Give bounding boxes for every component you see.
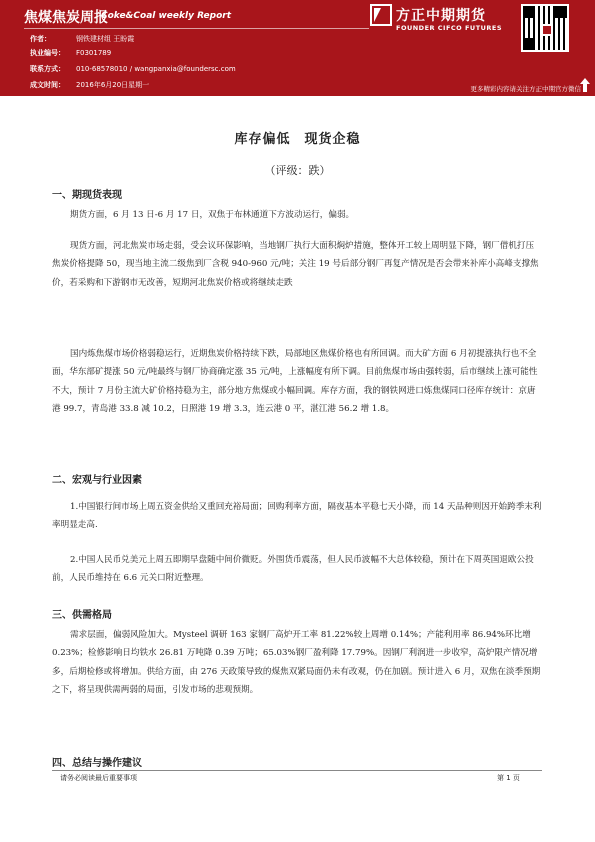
section-heading: 二、宏观与行业因素 <box>52 475 142 486</box>
arrow-up-icon <box>580 78 590 92</box>
footer-disclaimer: 请务必阅读最后重要事项 <box>60 774 137 782</box>
brand-name-en: FOUNDER CIFCO FUTURES <box>396 24 503 32</box>
meta-author: 作者： 钢铁建材组 王盼霞 <box>30 35 135 43</box>
meta-date: 成文时间： 2016年6月20日星期一 <box>30 81 150 89</box>
founder-logo-icon <box>370 4 392 26</box>
report-series-title: 焦煤焦炭周报 <box>24 10 108 26</box>
paragraph: 国内炼焦煤市场价格弱稳运行，近期焦炭价格持续下跌，局部地区焦煤价格也有所回调。而大矿方面 6 月初提涨执行也不全面，华东部矿提涨 50 元/吨最终与钢厂协商确定涨 35 元/吨，上涨幅度有所下调。目前焦煤市场由强转弱，后市继续上涨可能性不大，预计 7 月份主流大矿价格持稳为主，部分地方焦煤或小幅回调。库存方面，我的钢铁网进口炼焦煤同口径库存统计：京唐港 99.7，青岛港 33.8 减 10.2，日照港 19 增 3.3，连云港 0 平，湛江港 56.2 增 1.8。 <box>52 349 538 414</box>
rating-label: （评级：跌） <box>264 164 331 177</box>
author-value: 钢铁建材组 王盼霞 <box>76 35 135 43</box>
paragraph: 期货方面，6 月 13 日-6 月 17 日，双焦于布林通道下方波动运行，偏弱。 <box>70 210 355 220</box>
date-value: 2016年6月20日星期一 <box>76 81 150 89</box>
contact-value: 010-68578010 / wangpanxia@foundersc.com <box>76 65 236 73</box>
report-header <box>0 0 595 96</box>
section-heading: 一、期现货表现 <box>52 190 122 201</box>
paragraph: 1.中国银行间市场上周五资金供给又重回充裕局面；回购利率方面，隔夜基本平稳七天小降，而 14 天品种则因开始跨季末利率明显走高. <box>52 502 542 531</box>
paragraph: 2.中国人民币兑美元上周五即期早盘随中间价微贬。外围货币震荡，但人民币波幅不大总体较稳，预计在下周英国退欧公投前，人民币维持在 6.6 元关口附近整理。 <box>52 555 534 584</box>
brand-name: 方正中期期货 <box>396 8 486 24</box>
paragraph: 现货方面，河北焦炭市场走弱，受会议环保影响，当地钢厂执行大面积焖炉措施，整体开工较上周明显下降，钢厂借机打压焦炭价格提降 50，现当地主流二级焦到厂含税 940-960 元/吨；关注 19 号后部分钢厂再复产情况是否会带来补库小高峰支撑焦价，若采购和下游钢市无改善，短期河北焦炭价格或将继续走跌 <box>52 241 539 288</box>
paragraph: 需求层面，偏弱风险加大。Mysteel 调研 163 家钢厂高炉开工率 81.22%较上周增 0.14%；产能利用率 86.94%环比增 0.23%；检修影响日均铁水 26.81 万吨降 0.39 万吨；65.03%钢厂盈利降 17.79%。因钢厂利润进一步收窄，高炉限产情况增多，后期检修或将增加。供给方面，由 276 天政策导致的煤焦双紧局面仍未有改观，仍在加剧。预计进入 6 月，双焦在淡季预期之下，将呈现供需两弱的局面，引发市场的悲观预期。 <box>52 630 541 695</box>
footer-divider <box>52 770 542 771</box>
page-title: 库存偏低 现货企稳 <box>234 132 361 147</box>
page-number: 第 1 页 <box>497 774 520 782</box>
header-divider <box>24 28 369 29</box>
meta-license: 执业编号： F0301789 <box>30 49 112 57</box>
license-value: F0301789 <box>76 49 112 57</box>
report-series-title-en: Coke&Coal weekly Report <box>101 11 232 21</box>
section-heading: 四、总结与操作建议 <box>52 758 142 769</box>
section-heading: 三、供需格局 <box>52 610 112 621</box>
follow-wechat-text: 更多精彩内容请关注方正中期官方微信 <box>470 85 581 93</box>
qr-code-icon <box>521 4 569 52</box>
meta-contact: 联系方式： 010-68578010 / wangpanxia@foundersc.com <box>30 65 236 73</box>
